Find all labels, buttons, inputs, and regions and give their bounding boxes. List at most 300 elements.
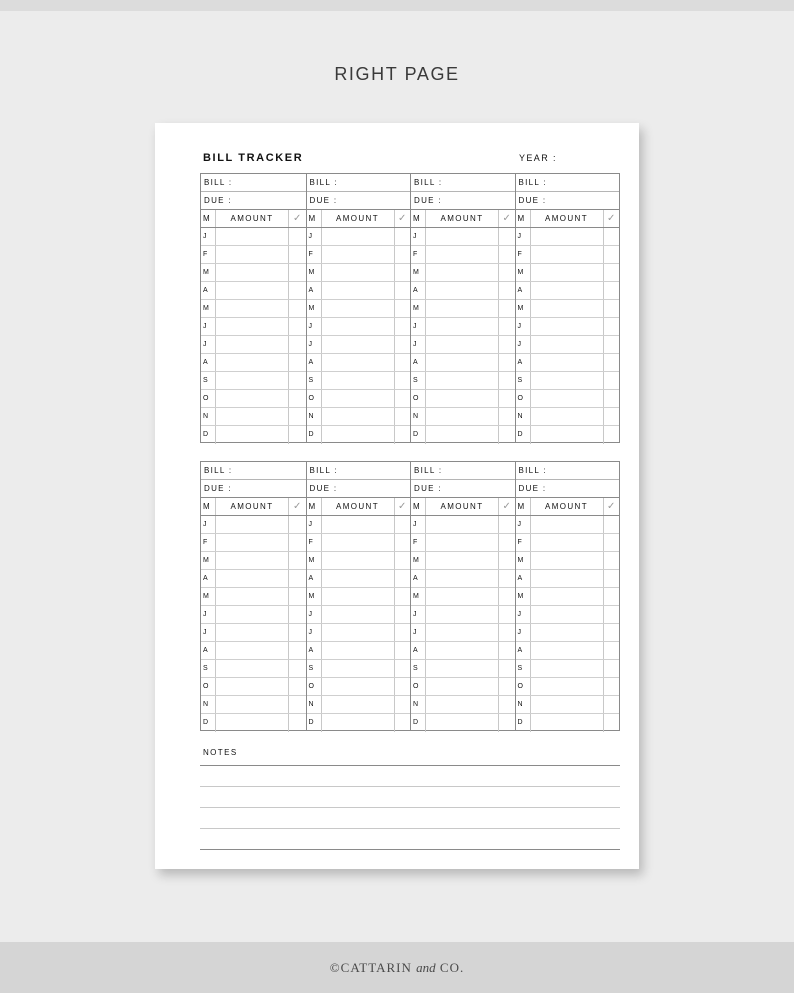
checkmark-icon: ✓ xyxy=(502,501,511,512)
bill-field: BILL : xyxy=(201,174,306,192)
check-cell xyxy=(289,696,306,713)
month-letter: J xyxy=(201,318,216,335)
checkmark-icon: ✓ xyxy=(398,501,407,512)
check-cell xyxy=(604,408,620,425)
month-header: M xyxy=(411,210,426,227)
due-field: DUE : xyxy=(411,192,515,210)
month-letter: J xyxy=(201,336,216,353)
month-row xyxy=(201,336,306,354)
check-cell xyxy=(499,588,515,605)
check-cell xyxy=(289,516,306,533)
month-letter: O xyxy=(411,390,426,407)
month-row xyxy=(516,426,620,444)
month-row xyxy=(307,228,411,246)
check-cell xyxy=(604,678,620,695)
bill-column xyxy=(201,174,306,442)
amount-cell xyxy=(531,624,604,641)
checkmark-icon: ✓ xyxy=(502,213,511,224)
amount-cell xyxy=(322,318,395,335)
amount-cell xyxy=(531,588,604,605)
check-cell xyxy=(604,714,620,732)
bill-field: BILL : xyxy=(516,462,620,480)
amount-cell xyxy=(216,318,289,335)
month-row xyxy=(307,660,411,678)
month-row xyxy=(516,516,620,534)
check-cell xyxy=(395,390,411,407)
due-field: DUE : xyxy=(411,480,515,498)
amount-cell xyxy=(531,264,604,281)
amount-cell xyxy=(426,534,499,551)
month-letter: M xyxy=(516,264,531,281)
month-row xyxy=(201,534,306,552)
check-cell xyxy=(604,390,620,407)
month-row xyxy=(307,246,411,264)
month-row xyxy=(201,228,306,246)
check-cell xyxy=(395,696,411,713)
check-cell xyxy=(289,534,306,551)
amount-cell xyxy=(531,606,604,623)
bill-field: BILL : xyxy=(201,462,306,480)
check-cell xyxy=(395,660,411,677)
month-letter: J xyxy=(411,624,426,641)
amount-cell xyxy=(216,300,289,317)
amount-cell xyxy=(426,246,499,263)
check-cell xyxy=(604,246,620,263)
bill-column xyxy=(306,462,411,730)
notes-line xyxy=(200,786,620,787)
amount-cell xyxy=(531,354,604,371)
month-letter: J xyxy=(411,228,426,245)
month-letter: A xyxy=(307,282,322,299)
month-row xyxy=(411,624,515,642)
month-letter: M xyxy=(411,552,426,569)
amount-cell xyxy=(216,408,289,425)
amount-cell xyxy=(322,642,395,659)
amount-cell xyxy=(426,354,499,371)
month-letter: J xyxy=(516,624,531,641)
month-row xyxy=(516,372,620,390)
check-cell xyxy=(604,516,620,533)
month-letter: S xyxy=(411,660,426,677)
month-letter: F xyxy=(411,534,426,551)
check-cell xyxy=(289,336,306,353)
amount-cell xyxy=(322,552,395,569)
month-row xyxy=(201,282,306,300)
month-row xyxy=(201,318,306,336)
month-row xyxy=(516,264,620,282)
amount-cell xyxy=(322,570,395,587)
month-letter: M xyxy=(201,300,216,317)
check-cell xyxy=(604,426,620,444)
check-cell xyxy=(499,372,515,389)
month-letter: M xyxy=(516,588,531,605)
month-letter: N xyxy=(516,696,531,713)
bill-field: BILL : xyxy=(307,462,411,480)
month-row xyxy=(307,372,411,390)
check-cell xyxy=(604,300,620,317)
check-cell xyxy=(395,372,411,389)
month-letter: M xyxy=(307,552,322,569)
check-cell xyxy=(604,282,620,299)
month-row xyxy=(201,354,306,372)
amount-cell xyxy=(216,426,289,444)
month-row xyxy=(307,696,411,714)
bill-grid-bottom xyxy=(200,461,620,731)
month-row xyxy=(307,642,411,660)
column-header-row xyxy=(307,210,411,228)
check-cell xyxy=(499,390,515,407)
month-row xyxy=(307,318,411,336)
check-cell xyxy=(604,264,620,281)
amount-cell xyxy=(322,678,395,695)
check-cell xyxy=(395,426,411,444)
check-cell xyxy=(499,516,515,533)
amount-cell xyxy=(322,264,395,281)
amount-cell xyxy=(216,552,289,569)
amount-cell xyxy=(531,372,604,389)
month-row xyxy=(307,516,411,534)
month-row xyxy=(516,588,620,606)
month-letter: A xyxy=(516,282,531,299)
check-cell xyxy=(289,552,306,569)
due-field: DUE : xyxy=(201,192,306,210)
check-cell xyxy=(499,246,515,263)
amount-cell xyxy=(426,606,499,623)
month-header: M xyxy=(411,498,426,515)
month-header: M xyxy=(201,210,216,227)
checkmark-icon: ✓ xyxy=(398,213,407,224)
amount-cell xyxy=(216,246,289,263)
check-cell xyxy=(289,246,306,263)
month-row xyxy=(516,678,620,696)
month-letter: J xyxy=(307,336,322,353)
amount-cell xyxy=(531,228,604,245)
amount-cell xyxy=(216,354,289,371)
check-cell xyxy=(499,552,515,569)
month-letter: S xyxy=(201,372,216,389)
amount-cell xyxy=(216,642,289,659)
amount-header: AMOUNT xyxy=(426,498,499,515)
bill-field: BILL : xyxy=(307,174,411,192)
month-row xyxy=(411,390,515,408)
month-row xyxy=(516,642,620,660)
check-cell xyxy=(499,300,515,317)
month-letter: M xyxy=(516,552,531,569)
month-row xyxy=(201,606,306,624)
amount-cell xyxy=(216,714,289,732)
month-letter: J xyxy=(516,516,531,533)
month-row xyxy=(201,642,306,660)
page-title: BILL TRACKER xyxy=(203,152,304,164)
amount-cell xyxy=(531,426,604,444)
month-letter: F xyxy=(307,534,322,551)
month-row xyxy=(307,606,411,624)
check-cell xyxy=(395,336,411,353)
month-row xyxy=(411,516,515,534)
month-letter: D xyxy=(516,426,531,444)
bill-field: BILL : xyxy=(516,174,620,192)
amount-header: AMOUNT xyxy=(216,498,289,515)
month-row xyxy=(307,426,411,444)
amount-cell xyxy=(216,624,289,641)
bill-column xyxy=(515,174,620,442)
month-letter: S xyxy=(307,660,322,677)
amount-cell xyxy=(531,282,604,299)
month-letter: N xyxy=(411,696,426,713)
amount-cell xyxy=(531,570,604,587)
month-letter: O xyxy=(307,678,322,695)
amount-cell xyxy=(426,642,499,659)
month-row xyxy=(411,660,515,678)
amount-cell xyxy=(531,534,604,551)
check-cell xyxy=(499,714,515,732)
check-cell xyxy=(604,570,620,587)
amount-cell xyxy=(531,336,604,353)
check-cell xyxy=(499,678,515,695)
check-cell xyxy=(604,552,620,569)
month-row xyxy=(201,660,306,678)
month-row xyxy=(307,264,411,282)
month-letter: J xyxy=(516,228,531,245)
due-field: DUE : xyxy=(516,192,620,210)
month-row xyxy=(516,246,620,264)
month-row xyxy=(516,696,620,714)
bill-grid-top xyxy=(200,173,620,443)
check-cell xyxy=(289,354,306,371)
bill-field: BILL : xyxy=(411,174,515,192)
amount-cell xyxy=(216,606,289,623)
check-cell xyxy=(604,624,620,641)
month-letter: J xyxy=(307,624,322,641)
top-strip xyxy=(0,0,794,11)
check-cell xyxy=(395,228,411,245)
notes-line xyxy=(200,828,620,829)
amount-cell xyxy=(322,336,395,353)
month-row xyxy=(411,246,515,264)
check-cell xyxy=(604,660,620,677)
check-cell xyxy=(499,624,515,641)
month-letter: S xyxy=(516,372,531,389)
month-row xyxy=(411,642,515,660)
bill-column xyxy=(410,462,515,730)
month-letter: D xyxy=(411,426,426,444)
month-row xyxy=(201,714,306,732)
month-letter: J xyxy=(411,336,426,353)
month-letter: N xyxy=(201,696,216,713)
month-letter: N xyxy=(307,696,322,713)
amount-cell xyxy=(322,246,395,263)
month-row xyxy=(307,624,411,642)
month-letter: S xyxy=(411,372,426,389)
check-cell xyxy=(499,282,515,299)
check-cell xyxy=(289,390,306,407)
amount-cell xyxy=(322,408,395,425)
month-header: M xyxy=(516,210,531,227)
amount-cell xyxy=(531,318,604,335)
notes-line xyxy=(200,765,620,766)
amount-header: AMOUNT xyxy=(322,498,395,515)
check-cell xyxy=(499,318,515,335)
month-row xyxy=(307,390,411,408)
month-row xyxy=(411,552,515,570)
month-letter: J xyxy=(201,516,216,533)
amount-cell xyxy=(531,552,604,569)
amount-cell xyxy=(531,678,604,695)
month-letter: J xyxy=(516,606,531,623)
month-letter: M xyxy=(307,300,322,317)
due-field: DUE : xyxy=(307,192,411,210)
month-row xyxy=(516,228,620,246)
amount-cell xyxy=(426,624,499,641)
brand-and: and xyxy=(416,960,436,975)
notes-label: NOTES xyxy=(203,748,238,757)
amount-header: AMOUNT xyxy=(531,498,604,515)
month-letter: F xyxy=(411,246,426,263)
check-cell xyxy=(499,354,515,371)
check-cell xyxy=(289,714,306,732)
month-letter: D xyxy=(201,426,216,444)
month-letter: O xyxy=(411,678,426,695)
check-cell xyxy=(499,264,515,281)
check-cell xyxy=(499,408,515,425)
check-cell xyxy=(499,228,515,245)
month-row xyxy=(201,696,306,714)
amount-cell xyxy=(216,570,289,587)
month-row xyxy=(307,408,411,426)
amount-cell xyxy=(531,408,604,425)
amount-cell xyxy=(322,354,395,371)
check-cell xyxy=(289,570,306,587)
month-row xyxy=(516,354,620,372)
month-row xyxy=(307,588,411,606)
check-cell xyxy=(395,552,411,569)
month-row xyxy=(516,318,620,336)
check-cell xyxy=(395,300,411,317)
check-cell xyxy=(289,408,306,425)
month-letter: A xyxy=(307,642,322,659)
month-letter: J xyxy=(516,336,531,353)
month-letter: J xyxy=(307,516,322,533)
month-row xyxy=(307,336,411,354)
check-cell xyxy=(499,336,515,353)
month-letter: A xyxy=(201,282,216,299)
check-cell xyxy=(604,606,620,623)
column-header-row xyxy=(516,498,620,516)
check-cell xyxy=(395,642,411,659)
month-letter: M xyxy=(411,264,426,281)
month-row xyxy=(201,588,306,606)
month-row xyxy=(516,714,620,732)
column-header-row xyxy=(307,498,411,516)
amount-header: AMOUNT xyxy=(426,210,499,227)
month-row xyxy=(201,372,306,390)
month-letter: N xyxy=(201,408,216,425)
month-letter: A xyxy=(201,642,216,659)
month-row xyxy=(201,264,306,282)
brand-suffix: CO. xyxy=(439,960,465,975)
check-cell xyxy=(395,408,411,425)
month-row xyxy=(201,300,306,318)
month-letter: M xyxy=(307,264,322,281)
month-row xyxy=(307,570,411,588)
amount-cell xyxy=(531,390,604,407)
amount-cell xyxy=(322,588,395,605)
month-letter: D xyxy=(411,714,426,732)
month-letter: J xyxy=(201,228,216,245)
month-row xyxy=(411,408,515,426)
check-cell xyxy=(395,282,411,299)
month-row xyxy=(516,624,620,642)
month-row xyxy=(307,282,411,300)
amount-cell xyxy=(531,696,604,713)
month-letter: M xyxy=(307,588,322,605)
amount-cell xyxy=(216,336,289,353)
month-letter: M xyxy=(201,588,216,605)
check-cell xyxy=(604,588,620,605)
month-letter: J xyxy=(516,318,531,335)
month-row xyxy=(201,246,306,264)
amount-cell xyxy=(531,642,604,659)
check-cell xyxy=(395,318,411,335)
check-cell xyxy=(499,642,515,659)
check-cell xyxy=(499,660,515,677)
amount-cell xyxy=(216,534,289,551)
amount-cell xyxy=(322,696,395,713)
check-cell xyxy=(604,354,620,371)
month-letter: M xyxy=(201,264,216,281)
month-letter: N xyxy=(307,408,322,425)
check-cell xyxy=(604,228,620,245)
month-letter: F xyxy=(201,246,216,263)
due-field: DUE : xyxy=(307,480,411,498)
bill-field: BILL : xyxy=(411,462,515,480)
month-letter: J xyxy=(201,606,216,623)
month-letter: M xyxy=(201,552,216,569)
amount-cell xyxy=(322,714,395,732)
month-letter: A xyxy=(411,570,426,587)
amount-cell xyxy=(531,660,604,677)
amount-cell xyxy=(322,300,395,317)
amount-cell xyxy=(322,606,395,623)
month-letter: M xyxy=(411,588,426,605)
page-caption: RIGHT PAGE xyxy=(334,64,460,84)
month-row xyxy=(516,300,620,318)
month-letter: A xyxy=(411,642,426,659)
column-header-row xyxy=(201,498,306,516)
check-cell xyxy=(395,354,411,371)
month-letter: A xyxy=(516,642,531,659)
amount-cell xyxy=(322,624,395,641)
check-cell xyxy=(289,228,306,245)
amount-cell xyxy=(426,588,499,605)
month-letter: J xyxy=(307,318,322,335)
amount-cell xyxy=(322,660,395,677)
check-cell xyxy=(604,534,620,551)
check-cell xyxy=(395,624,411,641)
amount-cell xyxy=(322,390,395,407)
month-row xyxy=(411,606,515,624)
check-cell xyxy=(289,282,306,299)
month-row xyxy=(201,516,306,534)
amount-cell xyxy=(216,678,289,695)
amount-cell xyxy=(216,516,289,533)
notes-line xyxy=(200,849,620,850)
month-row xyxy=(516,606,620,624)
month-letter: N xyxy=(516,408,531,425)
bill-column xyxy=(201,462,306,730)
month-row xyxy=(411,696,515,714)
month-letter: A xyxy=(411,282,426,299)
